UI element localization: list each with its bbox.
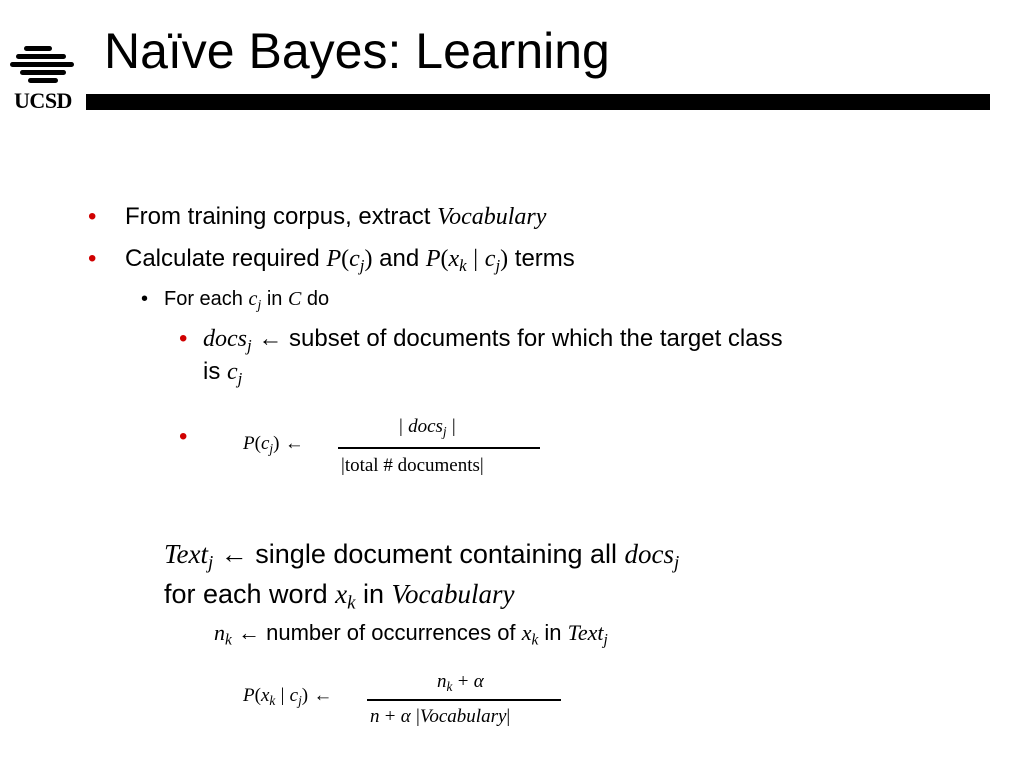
bullet-4-text: docs$_j$ ← subset of documents for which the target class: [203, 325, 783, 356]
bullet-4: [179, 324, 187, 354]
bullet-4-line2: is $c_j$: [203, 358, 243, 389]
title-rule: [86, 94, 990, 110]
formula-2-lhs: $P(x_k$ | $c_j$) ←: [243, 685, 333, 708]
slide-title: Naïve Bayes: Learning: [104, 23, 610, 79]
bullet-3: •: [141, 288, 149, 310]
bullet-marker: •: [179, 423, 188, 450]
bullet-1: [88, 202, 96, 232]
formula-1-denominator: |total # documents|: [341, 455, 484, 476]
bullet-2: [88, 244, 96, 274]
formula-2-denominator: n + α |Vocabulary|: [370, 706, 511, 727]
text-line-1: Text$_j$ ← single document containing all docs$_j$: [164, 539, 680, 574]
bullet-marker: •: [88, 245, 97, 272]
formula-1-fraction-line: [338, 447, 540, 449]
logo-text: UCSD: [14, 88, 72, 113]
bullet-marker: •: [179, 325, 188, 352]
formula-2-fraction-line: [367, 699, 561, 701]
ucsd-logo: [6, 44, 80, 116]
bullet-3-text: For each $c_j$ in C do: [164, 288, 330, 314]
bullet-2-text: Calculate required $P(c_j)$ and $P(x_k$ | $c_j$) terms: [125, 245, 575, 276]
bullet-marker: •: [88, 203, 97, 230]
bullet-1-text: From training corpus, extract Vocabulary: [125, 203, 547, 230]
formula-1-lhs: $P(c_j)$ ←: [243, 433, 304, 456]
formula-2-numerator: $n_k + \alpha$: [437, 671, 484, 694]
text-line-3: $n_k$ ← number of occurrences of $x_k$ in Text$_j$: [214, 620, 608, 649]
formula-1-numerator: | docs$_j$ |: [399, 416, 456, 439]
bullet-5: [179, 422, 187, 452]
text-line-2: for each word $x_k$ in Vocabulary: [164, 579, 515, 614]
